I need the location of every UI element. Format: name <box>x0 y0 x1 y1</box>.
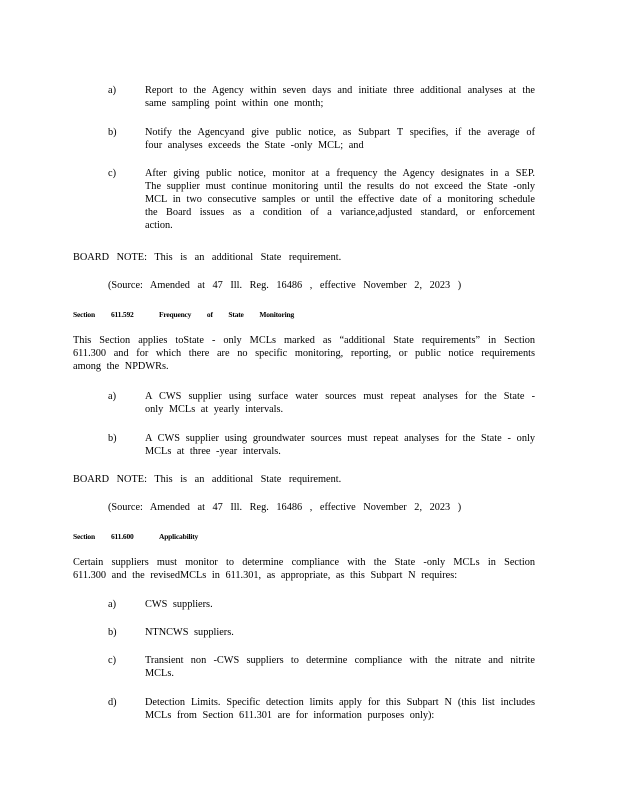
item-text-c: Transient non -CWS suppliers to determine compliance with the nitrate and nitrite MCLs. <box>145 655 535 679</box>
item-text-a: Report to the Agency within seven days and initiate three additional analyses at the same sampling point within one month; <box>145 85 535 109</box>
section-title: Frequency of State Monitoring <box>159 310 295 319</box>
item-text-b: Notify the Agencyand give public notice, as Subpart T specifies, if the average of four analyses exceeds the State -only MCL; and <box>145 127 535 151</box>
item-text-a: A CWS supplier using surface water sources must repeat analyses for the State - only MCLs at yearly intervals. <box>145 391 535 415</box>
item-label-b: b) <box>108 433 117 444</box>
section-heading <box>73 308 294 321</box>
item-text-d: Detection Limits. Specific detection limits apply for this Subpart N (this list includes MCLs from Section 611.301 are for information purposes only): <box>145 697 535 721</box>
item-label-c: c) <box>108 655 116 666</box>
item-text-c: After giving public notice, monitor at a frequency the Agency designates in a SEP. The supplier must continue monitoring until the results do not exceed the State -only MCL in two consecutive samples or until the effective date of a monitoring schedule the Board issues as a condition of a variance,adjusted standard, or enforcement action. <box>145 168 535 231</box>
section-number: 611.600 <box>111 532 134 541</box>
item-text-b: NTNCWS suppliers. <box>145 627 234 638</box>
section-intro: This Section applies toState - only MCLs marked as “additional State requirements” in Section 611.300 and for which there are no specific monitoring, reporting, or public notice requirements among the NPDWRs. <box>73 335 535 372</box>
item-text-b: A CWS supplier using groundwater sources must repeat analyses for the State - only MCLs at three -year intervals. <box>145 433 535 457</box>
section-title: Applicability <box>159 532 199 541</box>
board-note: BOARD NOTE: This is an additional State requirement. <box>73 474 342 485</box>
board-note: BOARD NOTE: This is an additional State requirement. <box>73 252 342 263</box>
item-label-a: a) <box>108 85 116 96</box>
source-note: (Source: Amended at 47 Ill. Reg. 16486 , effective November 2, 2023 ) <box>108 502 462 513</box>
item-label-a: a) <box>108 391 116 402</box>
item-label-b: b) <box>108 627 117 638</box>
item-label-d: d) <box>108 697 117 708</box>
source-note: (Source: Amended at 47 Ill. Reg. 16486 , effective November 2, 2023 ) <box>108 280 462 291</box>
section-word: Section <box>73 310 95 319</box>
section-heading <box>73 530 198 543</box>
item-label-b: b) <box>108 127 117 138</box>
section-intro: Certain suppliers must monitor to determine compliance with the State -only MCLs in Section 611.300 and the revisedMCLs in 611.301, as appropriate, as this Subpart N requires: <box>73 557 535 581</box>
section-number: 611.592 <box>111 310 134 319</box>
section-word: Section <box>73 532 95 541</box>
item-label-a: a) <box>108 599 116 610</box>
item-text-a: CWS suppliers. <box>145 599 213 610</box>
item-label-c: c) <box>108 168 116 179</box>
